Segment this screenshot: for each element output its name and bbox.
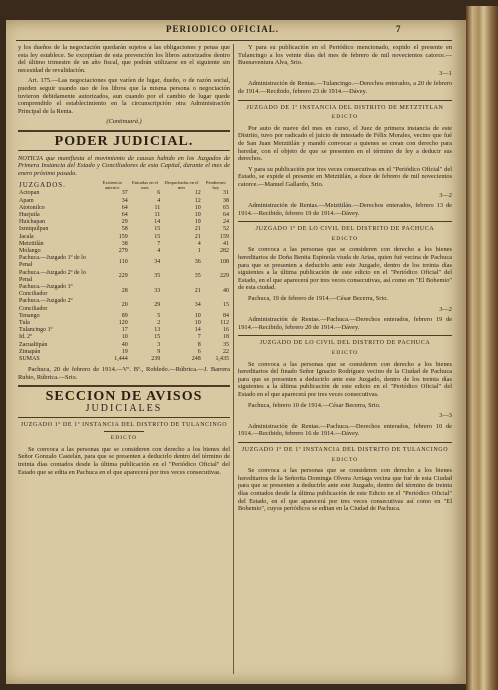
case-count-cell: 37 <box>121 190 128 197</box>
case-count-cell: 10 <box>121 334 128 341</box>
court-name: Tenango <box>19 312 40 319</box>
case-count-cell: 36 <box>194 258 201 265</box>
table-row <box>18 226 230 233</box>
edicto-ref: 3—3 <box>439 412 452 420</box>
case-count-cell: 3 <box>157 341 161 348</box>
court-name: Actopan <box>19 190 40 197</box>
case-count-cell: 20 <box>121 301 128 308</box>
case-count-cell: 13 <box>154 327 161 334</box>
case-count-cell: 40 <box>223 287 229 294</box>
court-name: Apam <box>19 197 34 204</box>
col-header: Entradas en el mes <box>131 180 158 191</box>
total-cell: 1,435 <box>215 355 229 362</box>
table-row <box>18 219 230 226</box>
case-count-cell: 15 <box>154 226 161 233</box>
edicto-text: Y para su publicación por tres veces consecutivas en el "Periódico Oficial" del Estado, se expide el presente en Metztitlán, a doce de febrero de mil novecientos catorce.—Manuel Gallardo, Srio. <box>238 165 452 188</box>
section-rule <box>238 100 452 101</box>
court-heading: JUZGADO DE 1ª INSTANCIA DEL DISTRITO DE METZTITLAN <box>246 104 444 111</box>
case-count-cell: 10 <box>194 211 201 218</box>
case-count-cell: 34 <box>194 301 201 308</box>
case-count-cell: 58 <box>121 226 128 233</box>
left-column <box>18 44 230 479</box>
case-count-cell: 112 <box>220 319 229 326</box>
court-heading: JUZGADO DE LO CIVIL DEL DISTRITO DE PACHUCA <box>259 340 431 347</box>
case-count-cell: 229 <box>118 273 128 280</box>
table-row <box>18 270 230 284</box>
case-count-cell: 9 <box>157 348 161 355</box>
case-count-cell: 41 <box>223 240 229 247</box>
case-count-cell: 7 <box>157 240 161 247</box>
case-count-cell: 15 <box>223 301 229 308</box>
table-row <box>18 298 230 312</box>
case-count-cell: 120 <box>118 319 128 326</box>
case-count-cell: 31 <box>223 190 229 197</box>
case-count-cell: 38 <box>121 240 128 247</box>
admin-note: Administración de Rentas.—Pachuca.—Derechos enterados, febrero 19 de 1914.—Recibido, febrero 20 de 1914.—Dávey. <box>238 316 452 331</box>
case-count-cell: 4 <box>197 240 201 247</box>
section-rule <box>238 335 452 336</box>
case-count-cell: 35 <box>223 341 229 348</box>
table-row <box>18 205 230 212</box>
court-name: Pachuca.—Juzgado 1º de lo Penal <box>19 255 86 269</box>
law-paragraph: y los dueños de la negociación quedarán sujetos a las obligaciones y penas que esta ley establece. Se exceptúan de esta prevención los libros autorizados dentro del último trimestre de un año fiscal, que podrán utilizarse en el siguiente sin necesidad de revalidación. <box>18 44 230 74</box>
avisos-title: SECCION DE AVISOS <box>45 389 203 405</box>
case-count-cell: 21 <box>194 287 201 294</box>
case-count-cell: 52 <box>223 226 229 233</box>
case-count-cell: 14 <box>194 327 201 334</box>
case-count-cell: 1 <box>197 247 201 254</box>
table-row <box>18 342 230 349</box>
edicto-label: EDICTO <box>331 114 359 121</box>
table-row <box>18 234 230 241</box>
court-name: Pachuca.—Juzgado 2º de lo Penal <box>19 269 86 283</box>
case-count-cell: 12 <box>194 190 201 197</box>
col-header: Existencia anterior <box>102 180 122 191</box>
table-row <box>18 198 230 205</box>
court-name: Zimapán <box>19 348 41 355</box>
total-cell: 248 <box>191 355 201 362</box>
table-body <box>18 190 230 356</box>
case-count-cell: 2 <box>157 319 161 326</box>
table-row <box>18 248 230 255</box>
case-count-cell: 279 <box>118 247 128 254</box>
case-count-cell: 15 <box>154 233 161 240</box>
case-count-cell: 5 <box>157 312 161 319</box>
court-cases-table <box>18 180 230 363</box>
table-row <box>18 212 230 219</box>
edicto-text: Se convoca a las personas que se consideren con derecho a los bienes hereditarios de la Señorita Dominga Olvera Arriaga vecina que fué de esta Ciudad para que se presenten a deducirlo ante este Juzgado, dentro del término de treinta días contados desde la última publicación de este Edicto en el "Periódico Oficial" del Estado, en el que aparecerá por tres veces consecutivas así como en "El Bohemio", cuyos periódicos se editan en la Ciudad de Pachuca. <box>238 467 452 513</box>
court-heading: JUZGADO 1º DE LO CIVIL DEL DISTRITO DE PACHUCA <box>255 226 435 233</box>
case-count-cell: 64 <box>121 211 128 218</box>
article-175: Art. 175.—Las negociaciones que varíen de lugar, dueño, o de razón social, pueden seguir usando uso de los libros que la misma persona o negociación tuvieron debidamente autorizados, aun cuando por el cambio de lugar quede comprendido el establecimiento en la circunscripción otra Administración Principal de la Renta. <box>18 77 230 115</box>
case-count-cell: 8 <box>197 341 201 348</box>
case-count-cell: 11 <box>154 204 161 211</box>
court-name: Molango <box>19 247 41 254</box>
case-count-cell: 6 <box>157 190 161 197</box>
section-rule <box>18 417 230 418</box>
case-count-cell: 24 <box>223 219 229 226</box>
case-count-cell: 21 <box>194 233 201 240</box>
edicto-text: Se convoca a las personas que se consideren con derecho a los bienes del Señor Gonzalo Castelán, para que se presenten a deducirlo dentro del término de treinta días contados desde la última publicación en el "Periódico Oficial" del Estado que se edita en Pachuca en el que aparecerá por tres veces consecutivas. <box>18 445 230 476</box>
admin-note: Administración de Rentas.—Tulancingo.—Derechos enterados, a 20 de febrero de 1914.—Recibido, febrero 23 de 1914.—Dávey. <box>238 80 452 95</box>
section-rule <box>238 221 452 222</box>
court-name: Id. 2º <box>19 334 32 341</box>
poder-judicial-title: PODER JUDICIAL. <box>54 133 194 149</box>
case-count-cell: 84 <box>223 312 229 319</box>
court-name: Tulancingo 1º <box>19 327 53 334</box>
col-header: Despachadas en el mes <box>164 180 199 191</box>
section-rule <box>18 385 230 387</box>
court-name: Metztitlán <box>19 240 44 247</box>
case-count-cell: 38 <box>223 197 229 204</box>
case-count-cell: 10 <box>194 312 201 319</box>
table-row <box>18 349 230 356</box>
book-edge <box>466 6 498 690</box>
edicto-label: EDICTO <box>331 456 359 463</box>
edicto-text: Y para su publicación en el Periódico mencionado, expido el presente en Tulancingo a los veinte días del mes de febrero de mil novecientos catorce.—Buenaventura Alva, Srio. <box>238 44 452 67</box>
top-band <box>0 0 498 20</box>
section-rule <box>18 150 230 151</box>
edicto-label: EDICTO <box>110 435 138 442</box>
edicto-ref: 3—2 <box>439 305 452 313</box>
case-count-cell: 229 <box>220 273 229 280</box>
case-count-cell: 28 <box>121 287 128 294</box>
case-count-cell: 15 <box>154 334 161 341</box>
table-row <box>18 284 230 298</box>
case-count-cell: 159 <box>220 233 229 240</box>
case-count-cell: 282 <box>220 247 229 254</box>
case-count-cell: 6 <box>197 348 201 355</box>
case-count-cell: 19 <box>121 348 128 355</box>
edicto-signature: Pachuca, 19 de febrero de 1914.—César Becerra, Srio. <box>248 295 389 303</box>
case-count-cell: 40 <box>121 341 128 348</box>
court-name: Zacualtipán <box>19 341 48 348</box>
header-rule <box>16 40 452 41</box>
table-signature: Pachuca, 20 de febrero de 1914.—Vº. Bº., Robledo.—Rúbrica.—J. Barrera Rubio, Rúbrica.—Srio. <box>18 366 230 381</box>
case-count-cell: 18 <box>223 334 229 341</box>
column-divider <box>233 44 234 674</box>
case-count-cell: 29 <box>121 219 128 226</box>
table-row <box>18 241 230 248</box>
case-count-cell: 89 <box>121 312 128 319</box>
case-count-cell: 64 <box>223 211 229 218</box>
case-count-cell: 11 <box>154 211 161 218</box>
court-heading: JUZGADO 1º DE 1ª INSTANCIA DEL DISTRITO DE TULANCINGO <box>241 446 449 453</box>
edicto-text: Se convoca a las personas que se consideren con derecho a los bienes hereditarios de Doña Benita Espinola viuda de Arias, quien fué vecina de Pachuca para que se presenten a deducirlo ante este Juzgado, dentro de los treinta días siguientes a la última publicación de este edicto en el "Periódico Oficial" del Estado, en el que aparecerá por tres veces consecutivas, así como en "El Bohemio" de esta ciudad. <box>238 246 452 292</box>
table-row <box>18 190 230 197</box>
notice-text: NOTICIA que manifiesta el movimiento de causas habido en los Juzgados de Primera Instancia del Estado y Conciliadores de esta Capital, durante el mes de enero próximo pasado. <box>18 154 230 177</box>
admin-note: Administración de Rentas.—Metztitlán.—Derechos enterados, febrero 13 de 1914.—Recibido, febrero 19 de 1914.—Dávey. <box>238 202 452 217</box>
case-count-cell: 108 <box>220 258 229 265</box>
page-number: 7 <box>396 24 402 34</box>
case-count-cell: 64 <box>121 204 128 211</box>
admin-note: Administración de Rentas.—Pachuca.—Derechos enterados, febrero 10 de 1914.—Recibido, febrero 16 de 1914.—Dávey. <box>238 422 452 438</box>
page-header <box>6 24 466 38</box>
table-row <box>18 313 230 320</box>
case-count-cell: 110 <box>118 258 128 265</box>
court-heading: JUZGADO 1º DE 1ª INSTANCIA DEL DISTRITO DE TULANCINGO <box>20 421 228 428</box>
case-count-cell: 10 <box>194 319 201 326</box>
table-title: JUZGADOS. <box>19 180 66 189</box>
case-count-cell: 34 <box>154 258 161 265</box>
court-name: Huichapan <box>19 219 45 226</box>
case-count-cell: 34 <box>121 197 128 204</box>
court-name: Atotonilco <box>19 204 45 211</box>
continued-note: (Continuará.) <box>106 118 142 126</box>
edicto-signature: Pachuca, febrero 10 de 1914.—César Becerra, Srio. <box>248 401 381 409</box>
case-count-cell: 159 <box>118 233 128 240</box>
case-count-cell: 35 <box>194 273 201 280</box>
page-title: PERIODICO OFICIAL. <box>166 24 280 34</box>
case-count-cell: 4 <box>157 247 161 254</box>
edicto-text: Por auto de nueve del mes en curso, el Juez de primera instancia de este Distrito, tuvo por radicado el juicio de intestado de Félix Morales, vecino que fué de San Juan Metztitlán y mandó convocar a quienes se crean con derecho para heredar, con el objeto de que se presenten en el término de ley a deducir sus derechos. <box>238 124 452 163</box>
case-count-cell: 7 <box>197 334 201 341</box>
case-count-cell: 33 <box>154 287 161 294</box>
right-column <box>238 44 452 516</box>
total-cell: 1,444 <box>114 355 128 362</box>
case-count-cell: 12 <box>194 197 201 204</box>
case-count-cell: 21 <box>194 226 201 233</box>
court-name: Huejutla <box>19 211 40 218</box>
avisos-subtitle: JUDICIALES <box>85 402 163 414</box>
total-cell: 239 <box>151 355 161 362</box>
short-rule <box>104 431 144 432</box>
court-name: Tula <box>19 319 30 326</box>
court-name: Jacala <box>19 233 34 240</box>
court-name: Pachuca.—Juzgado 2º Conciliador <box>19 298 73 312</box>
col-header: Pendientes hoy <box>205 180 226 191</box>
totals-label: SUMAS <box>19 355 40 362</box>
edicto-ref: 3—1 <box>439 69 452 77</box>
court-name: Ixmiquilpan <box>19 226 49 233</box>
edicto-ref: 3—2 <box>439 191 452 199</box>
edicto-label: EDICTO <box>331 350 359 356</box>
case-count-cell: 16 <box>223 327 229 334</box>
case-count-cell: 29 <box>154 301 161 308</box>
table-row <box>18 327 230 334</box>
section-rule <box>18 130 230 132</box>
case-count-cell: 4 <box>157 197 161 204</box>
case-count-cell: 10 <box>194 204 201 211</box>
case-count-cell: 17 <box>121 327 128 334</box>
section-rule <box>238 442 452 443</box>
case-count-cell: 22 <box>223 348 229 355</box>
case-count-cell: 19 <box>194 219 201 226</box>
court-name: Pachuca.—Juzgado 1º Conciliador <box>19 283 73 298</box>
edicto-text: Se convoca a las personas que se consideren con derecho a los bienes hereditarios del finado Señor Ignacio Rodríguez vecino de la Ciudad de Pachuca para que se presenten a deducirlo ante este Juzgado, dentro de los treinta días siguientes a la última publicación de este edicto en el "Periódico Oficial" del Estado en el que aparecerá por tres veces consecutivas. <box>238 360 452 398</box>
table-row <box>18 334 230 341</box>
case-count-cell: 14 <box>154 219 161 226</box>
case-count-cell: 65 <box>223 204 229 211</box>
table-row <box>18 255 230 269</box>
newspaper-page <box>6 20 466 684</box>
edicto-label: EDICTO <box>331 235 359 242</box>
totals-row <box>18 356 230 363</box>
case-count-cell: 35 <box>154 273 161 280</box>
table-row <box>18 320 230 327</box>
